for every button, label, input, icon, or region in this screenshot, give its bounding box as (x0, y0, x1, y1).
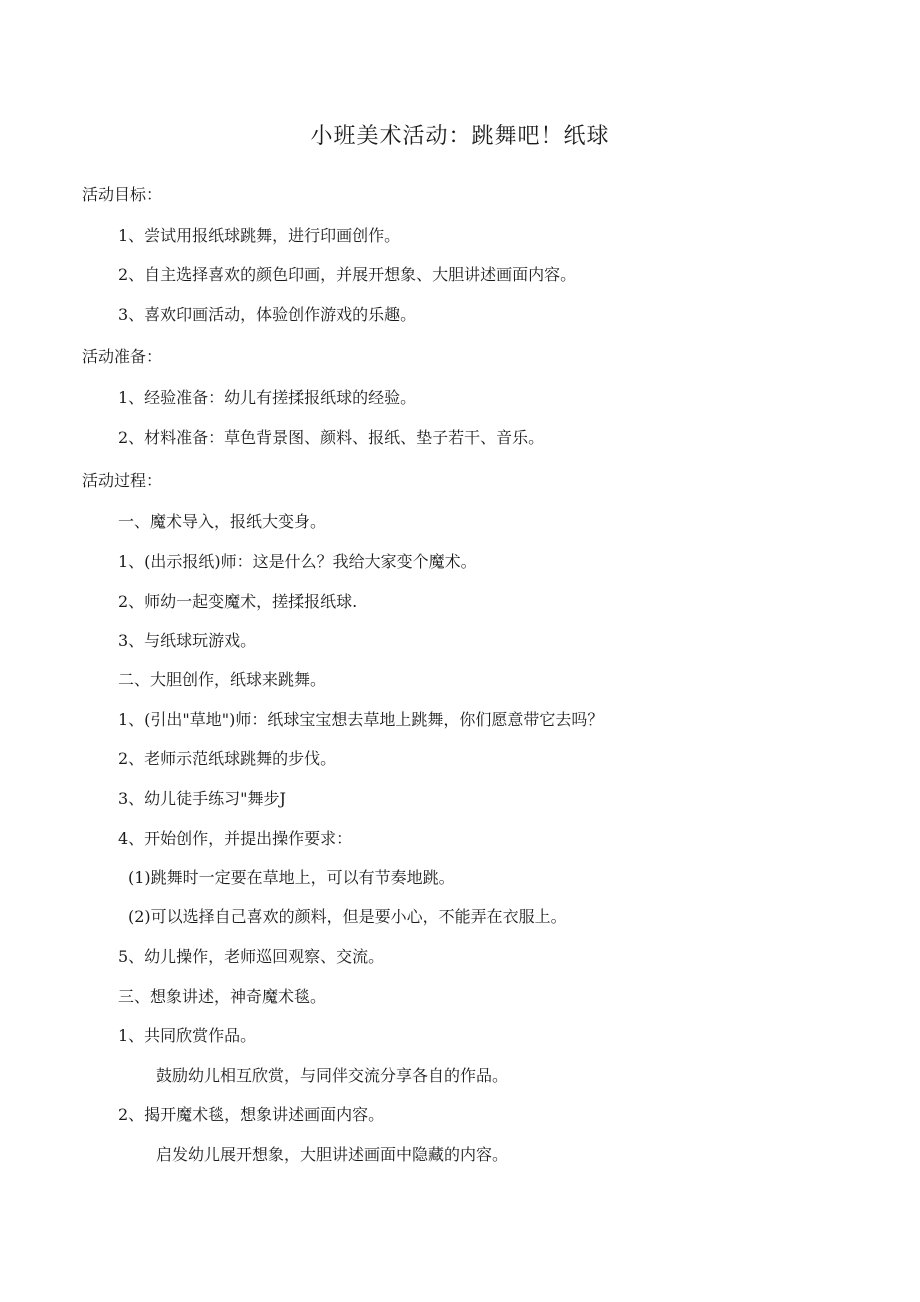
process-step-heading: 二、大胆创作，纸球来跳舞。 (118, 670, 327, 689)
preparation-item: 2、材料准备：草色背景图、颜料、报纸、垫子若干、音乐。 (118, 428, 545, 447)
goal-item: 1、尝试用报纸球跳舞，进行印画创作。 (118, 226, 401, 245)
section-heading-goals: 活动目标： (82, 185, 163, 204)
process-item: 2、老师示范纸球跳舞的步伐。 (118, 749, 337, 768)
process-detail: 启发幼儿展开想象，大胆讲述画面中隐藏的内容。 (156, 1145, 509, 1164)
process-item: 3、幼儿徒手练习"舞步J (118, 789, 286, 808)
process-item: 3、与纸球玩游戏。 (118, 631, 257, 650)
process-step-heading: 三、想象讲述，神奇魔术毯。 (118, 987, 327, 1006)
process-subitem: (2)可以选择自己喜欢的颜料，但是要小心，不能弄在衣服上。 (128, 907, 567, 926)
section-heading-process: 活动过程： (82, 471, 163, 490)
goal-item: 3、喜欢印画活动，体验创作游戏的乐趣。 (118, 305, 417, 324)
goal-item: 2、自主选择喜欢的颜色印画，并展开想象、大胆讲述画面内容。 (118, 265, 577, 284)
process-subitem: (1)跳舞时一定要在草地上，可以有节奏地跳。 (128, 868, 455, 887)
process-detail: 鼓励幼儿相互欣赏，与同伴交流分享各自的作品。 (156, 1066, 509, 1085)
process-step-heading: 一、魔术导入，报纸大变身。 (118, 512, 327, 531)
preparation-item: 1、经验准备：幼儿有搓揉报纸球的经验。 (118, 388, 417, 407)
process-item: 4、开始创作，并提出操作要求： (118, 829, 353, 848)
process-item: 1、(出示报纸)师：这是什么？我给大家变个魔术。 (118, 552, 477, 571)
process-item: 5、幼儿操作，老师巡回观察、交流。 (118, 947, 385, 966)
process-item: 1、(引出"草地")师：纸球宝宝想去草地上跳舞，你们愿意带它去吗？ (118, 710, 604, 729)
document-title: 小班美术活动：跳舞吧！纸球 (310, 124, 610, 149)
process-item: 1、共同欣赏作品。 (118, 1026, 257, 1045)
process-item: 2、师幼一起变魔术，搓揉报纸球. (118, 592, 358, 611)
process-item: 2、揭开魔术毯，想象讲述画面内容。 (118, 1105, 385, 1124)
section-heading-preparation: 活动准备： (82, 347, 163, 366)
